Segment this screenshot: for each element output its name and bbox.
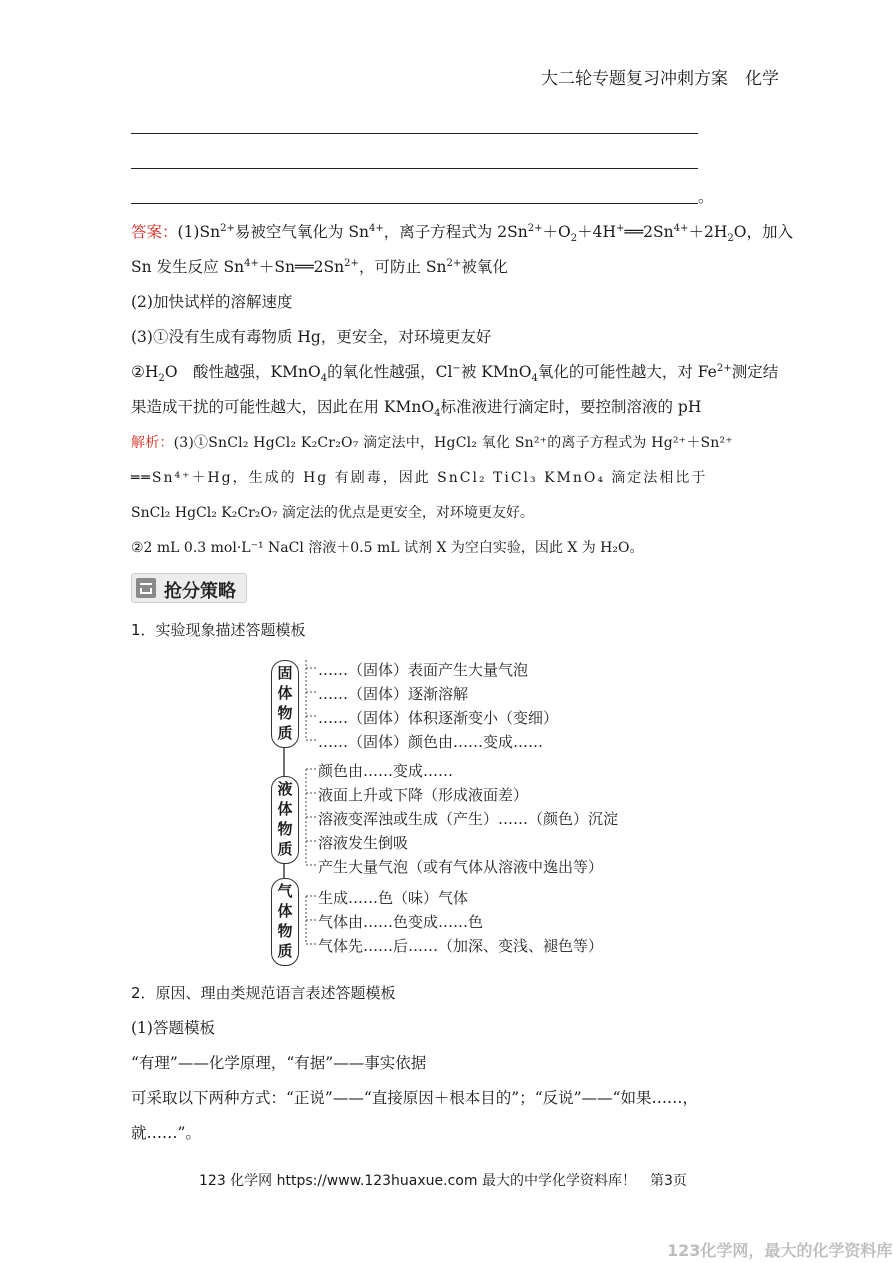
- answer-part-4-line-2: 果造成干扰的可能性越大，因此在用 KMnO$_4$标准液进行滴定时，要控制溶液的 pH: [131, 398, 702, 420]
- section-title: 抢分策略: [164, 581, 236, 602]
- answer-line-1: 答案：$(1)Sn^{2+}$易被空气氧化为 $Sn^{4+}$，离子方程式为 $2Sn^{2+}+O_2+4H^+══2Sn^{4+}+2H_2O$，加入: [131, 222, 793, 245]
- gas-category-pill: 气 体 物 质: [271, 878, 299, 966]
- gas-item: 生成……色（味）气体: [318, 889, 469, 907]
- answer-label: 答案：: [131, 223, 178, 241]
- paragraph-c: 就……”。: [131, 1124, 201, 1142]
- heading-1: 1．实验现象描述答题模板: [131, 621, 306, 639]
- analysis-line-4: ②2 mL 0.3 mol·L⁻¹ NaCl 溶液＋0.5 mL 试剂 X 为空白实验，因此 X 为 H₂O。: [131, 540, 644, 556]
- answer-line-2: Sn 发生反应 $Sn^{4+}+Sn══2Sn^{2+}$，可防止 $Sn^{2+}$被氧化: [131, 257, 508, 276]
- solid-category-pill: 固 体 物 质: [271, 660, 299, 748]
- solid-item: ……（固体）表面产生大量气泡: [318, 661, 529, 679]
- section-banner: [131, 573, 247, 603]
- liquid-item: 颜色由……变成……: [318, 762, 454, 780]
- page-footer: 123 化学网 https://www.123huaxue.com 最大的中学化学资料库！ 第3页: [199, 1173, 687, 1189]
- liquid-item: 产生大量气泡（或有气体从溶液中逸出等）: [318, 858, 604, 876]
- book-icon: [136, 578, 156, 598]
- answer-part-4-line-1: $②H_2O$ 酸性越强，KMnO$_4$的氧化性越强，Cl−被 KMnO$_4$氧化的可能性越大，对 $Fe^{2+}$测定结: [131, 362, 779, 385]
- analysis-line-2: ══Sn⁴⁺＋Hg，生成的 Hg 有剧毒，因此 SnCl₂ TiCl₃ KMnO₄ 滴定法相比于: [131, 470, 708, 486]
- paragraph-b: 可采取以下两种方式：“正说”——“直接原因＋根本目的”；“反说”——“如果……，: [131, 1089, 698, 1107]
- watermark: 123化学网，最大的化学资料库: [667, 1241, 893, 1260]
- analysis-line-3: SnCl₂ HgCl₂ K₂Cr₂O₇ 滴定法的优点是更安全，对环境更友好。: [131, 505, 534, 521]
- liquid-item: 液面上升或下降（形成液面差）: [318, 786, 529, 804]
- heading-2: 2．原因、理由类规范语言表述答题模板: [131, 984, 396, 1002]
- liquid-item: 溶液发生倒吸: [318, 834, 409, 852]
- page-header: 大二轮专题复习冲刺方案 化学: [541, 69, 779, 89]
- blank-period: 。: [698, 188, 714, 206]
- answer-part-3: (3)①没有生成有毒物质 Hg，更安全，对环境更友好: [131, 328, 492, 346]
- analysis-line-1: 解析：(3)①SnCl₂ HgCl₂ K₂Cr₂O₇ 滴定法中，HgCl₂ 氧化 Sn²⁺的离子方程式为 Hg²⁺＋Sn²⁺: [131, 435, 733, 451]
- liquid-item: 溶液变浑浊或生成（产生）……（颜色）沉淀: [318, 810, 619, 828]
- answer-blank-line-3: [131, 203, 698, 204]
- solid-item: ……（固体）体积逐渐变小（变细）: [318, 709, 559, 727]
- paragraph-a: “有理”——化学原理，“有据”——事实依据: [131, 1054, 427, 1072]
- gas-item: 气体先……后……（加深、变浅、褪色等）: [318, 937, 604, 955]
- gas-item: 气体由……色变成……色: [318, 913, 484, 931]
- solid-item: ……（固体）颜色由……变成……: [318, 733, 544, 751]
- liquid-category-pill: 液 体 物 质: [271, 776, 299, 864]
- answer-blank-line-1: [131, 133, 698, 134]
- analysis-label: 解析：: [131, 435, 174, 451]
- sub-heading: (1)答题模板: [131, 1019, 215, 1037]
- solid-item: ……（固体）逐渐溶解: [318, 685, 469, 703]
- answer-blank-line-2: [131, 168, 698, 169]
- answer-part-2: (2)加快试样的溶解速度: [131, 293, 293, 311]
